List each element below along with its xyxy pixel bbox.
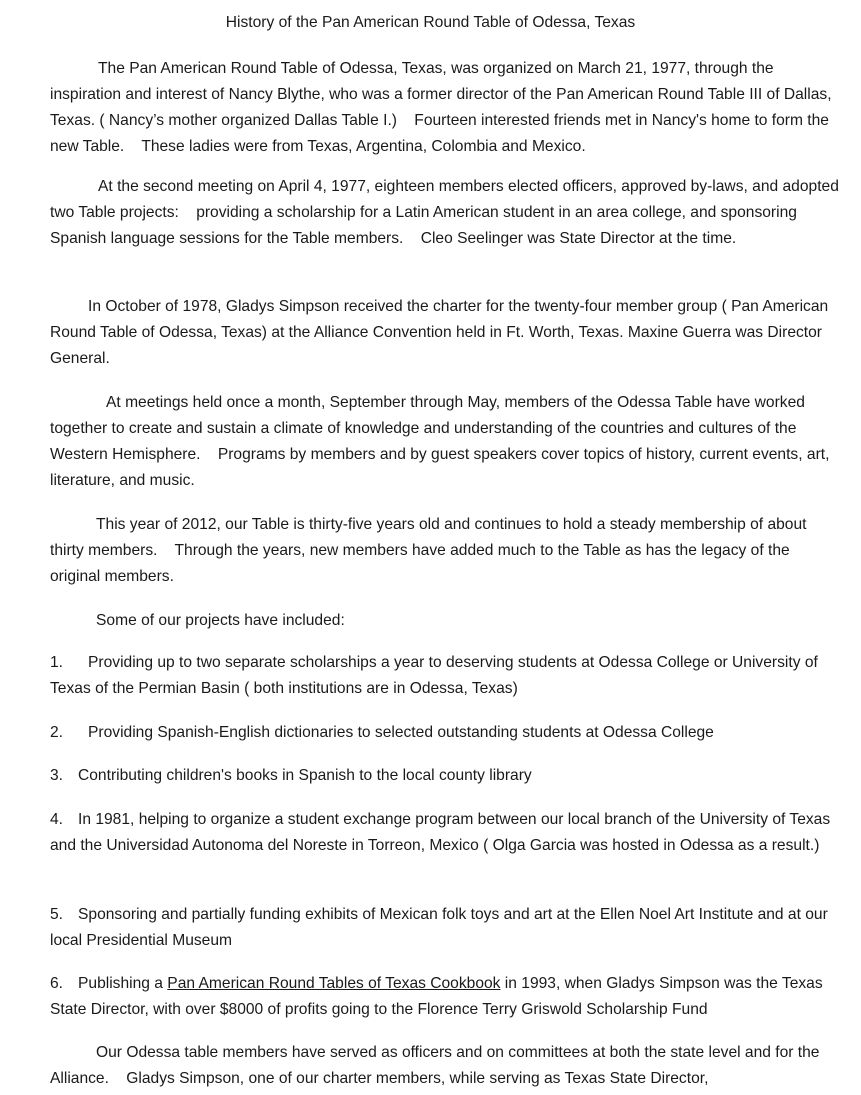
project-text: Sponsoring and partially funding exhibits of Mexican folk toys and art at the Ellen Noel Art Institute and at our local Presidential Museum (50, 906, 833, 949)
paragraph-charter (50, 294, 840, 372)
project-number: 3. (50, 767, 64, 784)
paragraph-text: Our Odessa table members have served as officers and on committees at both the state level and for the Alliance. Gladys Simpson, one of our charter members, while serving as Texas State Director, (50, 1044, 823, 1087)
document-title: History of the Pan American Round Table of Odessa, Texas (225, 14, 636, 31)
paragraph-text: In October of 1978, Gladys Simpson received the charter for the twenty-four member group ( Pan American Round Table of Odessa, Texas) at the Alliance Convention held in Ft. Worth, Texas. Maxine Guerra was Director General. (50, 298, 833, 367)
project-text: Providing Spanish-English dictionaries to selected outstanding students at Odessa College (88, 724, 714, 741)
paragraph-text: Some of our projects have included: (96, 612, 345, 629)
paragraph-closing (50, 1040, 840, 1092)
project-text: Contributing children's books in Spanish to the local county library (78, 767, 532, 784)
paragraph-text: The Pan American Round Table of Odessa, Texas, was organized on March 21, 1977, through the inspiration and interest of Nancy Blythe, who was a former director of the Pan American Round Table III of Dallas, Texas. ( Nancy’s mother organized Dallas Table I.) Fourteen interested friends met in Nancy's home to form the new Table. These ladies were from Texas, Argentina, Colombia and Mexico. (50, 60, 836, 155)
paragraph-founding (50, 56, 840, 160)
project-item-5 (50, 902, 840, 954)
paragraph-text: This year of 2012, our Table is thirty-five years old and continues to hold a steady membership of about thirty members. Through the years, new members have added much to the Table as has the legacy of the original members. (50, 516, 811, 585)
paragraph-projects-intro (50, 608, 840, 634)
project-number: 5. (50, 906, 64, 923)
paragraph-2012 (50, 512, 840, 590)
project-number: 4. (50, 811, 64, 828)
project-text: In 1981, helping to organize a student exchange program between our local branch of the University of Texas and the Universidad Autonoma del Noreste in Torreon, Mexico ( Olga Garcia was hosted in Odessa as a result.) (50, 811, 835, 854)
project-number: 6. (50, 975, 64, 992)
project-item-4 (50, 807, 840, 859)
cookbook-title: Pan American Round Tables of Texas Cookbook (167, 975, 501, 992)
paragraph-text: At the second meeting on April 4, 1977, eighteen members elected officers, approved by-laws, and adopted two Table projects: providing a scholarship for a Latin American student in an area college, and sponsoring Spanish language sessions for the Table members. Cleo Seelinger was State Director at the time. (50, 178, 844, 247)
project-text: Providing up to two separate scholarships a year to deserving students at Odessa College or University of Texas of the Permian Basin ( both institutions are in Odessa, Texas) (50, 654, 822, 697)
paragraph-meetings (50, 390, 840, 494)
project-item-1 (50, 650, 840, 702)
project-number: 2. (50, 724, 64, 741)
project-item-2 (50, 720, 840, 746)
project-text-before: Publishing a (78, 975, 168, 992)
project-item-3 (50, 763, 840, 789)
project-text-after: in 1993, when Gladys Simpson was the Texas State Director, with over $8000 of profits going to the Florence Terry Griswold Scholarship Fund (50, 975, 827, 1018)
project-number: 1. (50, 654, 64, 671)
project-item-6 (50, 971, 840, 1023)
paragraph-text: At meetings held once a month, September through May, members of the Odessa Table have worked together to create and sustain a climate of knowledge and understanding of the countries and cultures of the Western Hemisphere. Programs by members and by guest speakers cover topics of history, current events, art, literature, and music. (50, 394, 834, 489)
paragraph-second-meeting (50, 174, 844, 252)
